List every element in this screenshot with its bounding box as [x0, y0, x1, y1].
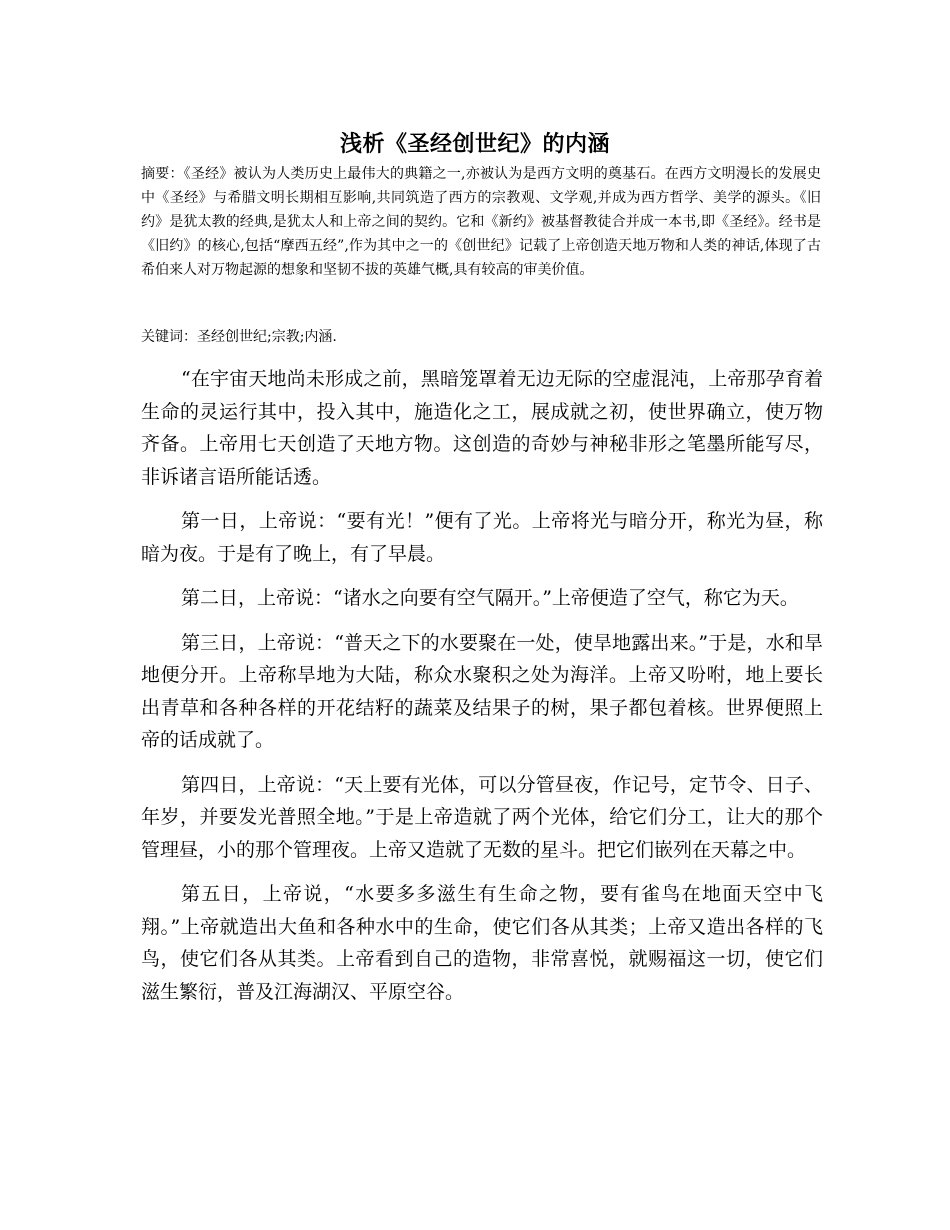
body-paragraph: 第二日，上帝说：“诸水之向要有空气隔开。”上帝便造了空气，称它为天。 [181, 587, 799, 609]
body-paragraph: 第五日，上帝说，“水要多多滋生有生命之物，要有雀鸟在地面天空中飞翔。”上帝就造出大鱼和各种水中的生命，使它们各从其类；上帝又造出各样的飞鸟，使它们各从其类。上帝看到自己的造物，非常喜悦，就赐福这一切，使它们滋生繁衍，普及江海湖汉、平原空谷。 [141, 883, 823, 1003]
body-paragraph: 第一日，上帝说：“要有光！”便有了光。上帝将光与暗分开，称光为昼，称暗为夜。于是有了晚上，有了早晨。 [141, 510, 823, 565]
body-paragraph: 第三日，上帝说：“普天之下的水要聚在一处，使旱地露出来。”于是，水和旱地便分开。上帝称旱地为大陆，称众水聚积之处为海洋。上帝又吩咐，地上要长出青草和各种各样的开花结籽的蔬菜及结果子的树，果子都包着核。世界便照上帝的话成就了。 [141, 631, 823, 751]
abstract: 摘要：《圣经》被认为人类历史上最伟大的典籍之一,亦被认为是西方文明的奠基石。在西方文明漫长的发展史中《圣经》与希腊文明长期相互影响,共同筑造了西方的宗教观、文学观,并成为西方哲学、美学的源头。《旧约》是犹太教的经典,是犹太人和上帝之间的契约。它和《新约》被基督教徒合并成一本书,即《圣经》。经书是《旧约》的核心,包括“摩西五经”,作为其中之一的《创世纪》记载了上帝创造天地万物和人类的神话,体现了古希伯来人对万物起源的想象和坚韧不拔的英雄气概,具有较高的审美价值。 [141, 166, 821, 278]
body-text [141, 363, 823, 1020]
document-title: 浅析《圣经创世纪》的内涵 [339, 130, 610, 157]
body-paragraph: “在宇宙天地尚未形成之前，黑暗笼罩着无边无际的空虚混沌，上帝那孕育着生命的灵运行其中，投入其中，施造化之工，展成就之初，使世界确立，使万物齐备。上帝用七天创造了天地方物。这创造的奇妙与神秘非形之笔墨所能写尽，非诉诸言语所能话透。 [141, 368, 823, 488]
body-paragraph: 第四日，上帝说：“天上要有光体，可以分管昼夜，作记号，定节令、日子、年岁，并要发光普照全地。”于是上帝造就了两个光体，给它们分工，让大的那个管理昼，小的那个管理夜。上帝又造就了无数的星斗。把它们嵌列在天幕之中。 [141, 773, 823, 861]
keywords: 关键词：圣经创世纪;宗教;内涵. [141, 329, 337, 345]
